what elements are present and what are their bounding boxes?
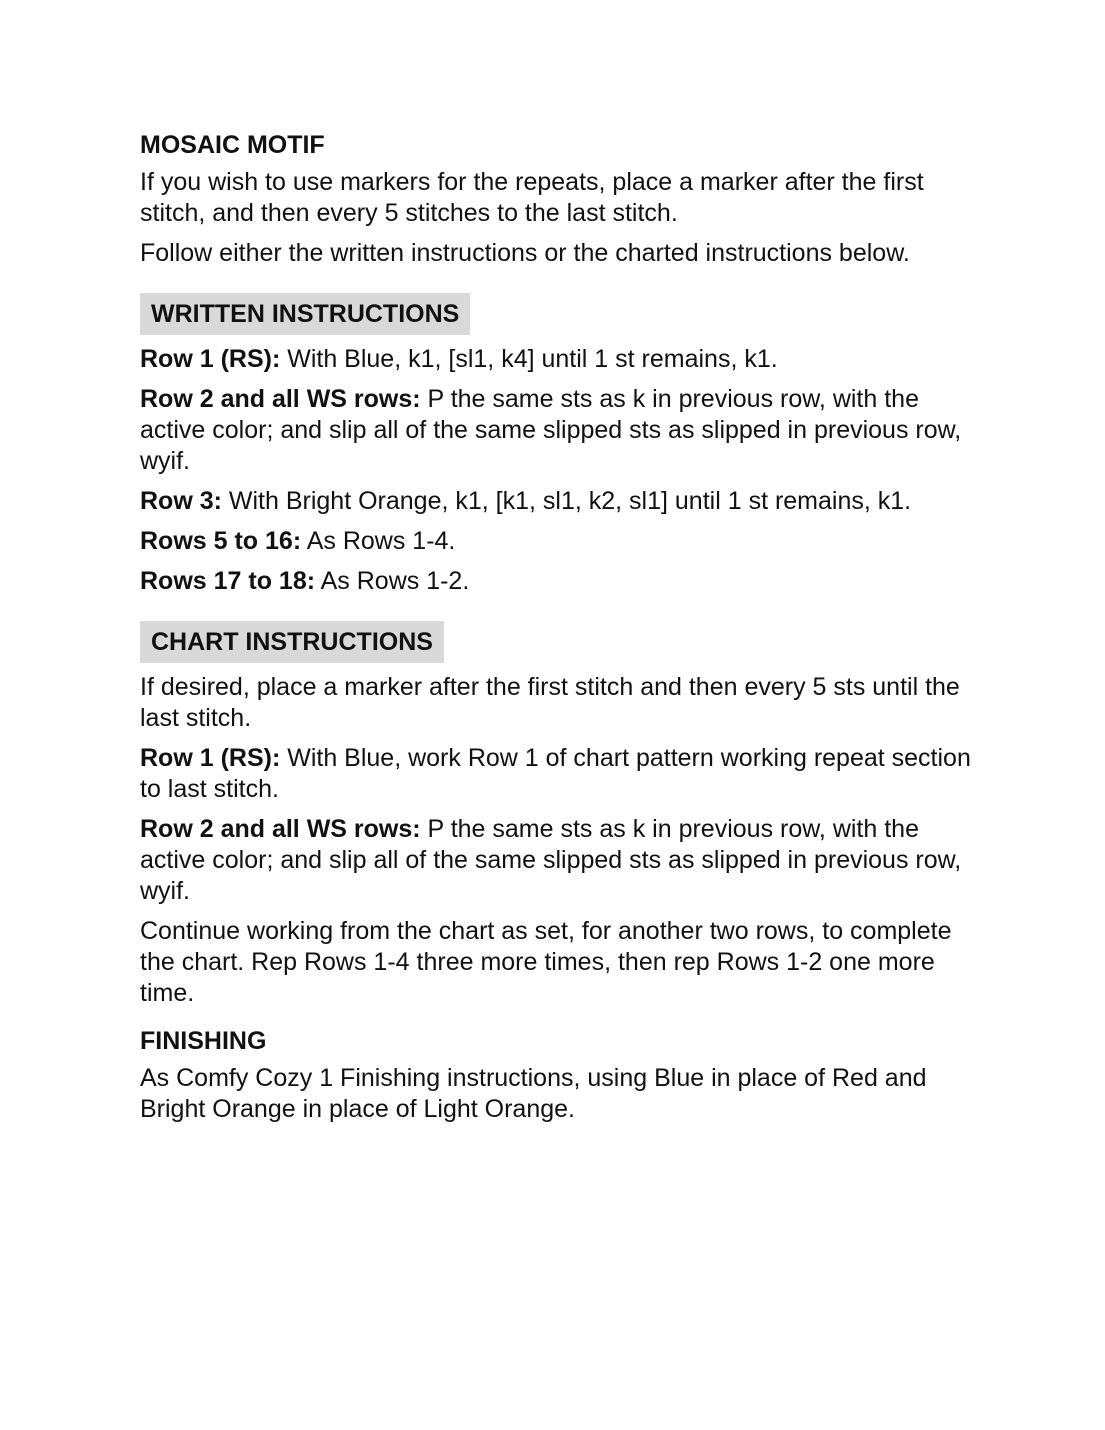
written-rows-5-16 (140, 526, 980, 557)
row-text: P the same sts as k in previous row, with the active color; and slip all of the same slipped sts as slipped in previous row, wyif. (140, 385, 962, 475)
finishing-paragraph: As Comfy Cozy 1 Finishing instructions, using Blue in place of Red and Bright Orange in place of Light Orange. (140, 1064, 927, 1123)
written-row-1 (140, 344, 980, 375)
row-text: With Blue, work Row 1 of chart pattern working repeat section to last stitch. (140, 744, 971, 803)
chart-row-1 (140, 743, 980, 805)
row-label: Row 1 (RS): (140, 345, 281, 373)
row-label: Row 2 and all WS rows: (140, 815, 421, 843)
chart-intro-paragraph: If desired, place a marker after the first stitch and then every 5 sts until the last stitch. (140, 673, 960, 732)
document-page (140, 128, 980, 1134)
row-text: As Rows 1-4. (301, 527, 456, 555)
row-text: As Rows 1-2. (315, 567, 470, 595)
mosaic-motif-heading: MOSAIC MOTIF (140, 131, 325, 159)
mosaic-marker-paragraph: If you wish to use markers for the repeats, place a marker after the first stitch, and then every 5 stitches to the last stitch. (140, 168, 924, 227)
row-text: P the same sts as k in previous row, with the active color; and slip all of the same slipped sts as slipped in previous row, wyif. (140, 815, 962, 905)
chart-continue-paragraph: Continue working from the chart as set, for another two rows, to complete the chart. Rep Rows 1-4 three more times, then rep Rows 1-2 one more time. (140, 917, 952, 1007)
chart-row-2 (140, 814, 980, 907)
row-label: Row 1 (RS): (140, 744, 281, 772)
row-text: With Blue, k1, [sl1, k4] until 1 st remains, k1. (280, 345, 778, 373)
row-text: With Bright Orange, k1, [k1, sl1, k2, sl1] until 1 st remains, k1. (221, 487, 912, 515)
written-row-3 (140, 486, 980, 517)
row-label: Rows 5 to 16: (140, 527, 302, 555)
written-rows-17-18 (140, 566, 980, 597)
written-row-2 (140, 384, 980, 477)
row-label: Rows 17 to 18: (140, 567, 316, 595)
written-instructions-heading: WRITTEN INSTRUCTIONS (140, 293, 470, 335)
row-label: Row 3: (140, 487, 222, 515)
mosaic-follow-paragraph: Follow either the written instructions or the charted instructions below. (140, 239, 910, 267)
chart-instructions-heading: CHART INSTRUCTIONS (140, 621, 444, 663)
row-label: Row 2 and all WS rows: (140, 385, 421, 413)
finishing-heading: FINISHING (140, 1027, 267, 1055)
